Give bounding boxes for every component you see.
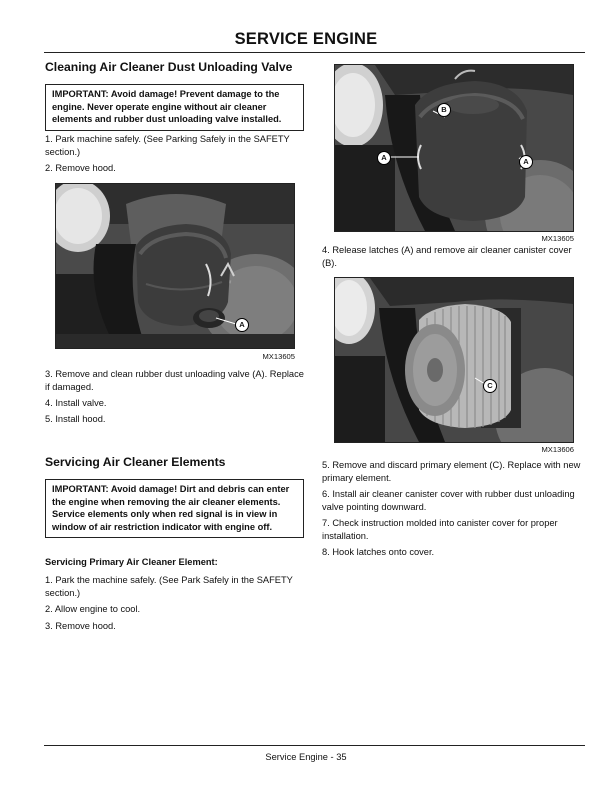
important-notice-2: IMPORTANT: Avoid damage! Dirt and debris can enter the engine when removing the air cleaner elements. Service elements only when red signal is in view in window of air restriction indicator with engine off. [45, 479, 304, 538]
photo-canister-cover [334, 64, 574, 232]
callout-C: C [483, 379, 497, 393]
step-3-remove-hood: 3. Remove hood. [45, 621, 116, 631]
subheading-primary-element: Servicing Primary Air Cleaner Element: [45, 557, 218, 567]
step-1-park-safely: 1. Park the machine safely. (See Park Safely in the SAFETY section.) [45, 575, 293, 598]
step-6-install-cover: 6. Install air cleaner canister cover with rubber dust unloading valve pointing downward. [322, 489, 575, 512]
figure-caption-right-2: MX13606 [541, 445, 574, 454]
callout-A: A [235, 318, 249, 332]
step-7-check-instruction: 7. Check instruction molded into canister cover for proper installation. [322, 518, 558, 541]
figure-caption-right-1: MX13605 [541, 234, 574, 243]
step-5-replace-element: 5. Remove and discard primary element (C). Replace with new primary element. [322, 460, 581, 483]
header-rule [44, 52, 585, 53]
step-8-hook-latches: 8. Hook latches onto cover. [322, 547, 435, 557]
callout-B: B [437, 103, 451, 117]
step-4-install-valve: 4. Install valve. [45, 398, 107, 408]
important-notice-1: IMPORTANT: Avoid damage! Prevent damage to the engine. Never operate engine without air cleaner elements and rubber dust unloading valve installed. [45, 84, 304, 131]
photo-primary-element [334, 277, 574, 443]
footer-rule [44, 745, 585, 746]
step-4-release-latches: 4. Release latches (A) and remove air cleaner canister cover (B). [322, 245, 572, 268]
step-2-remove-hood: 2. Remove hood. [45, 163, 116, 173]
callout-A-right: A [519, 155, 533, 169]
step-5-install-hood: 5. Install hood. [45, 414, 106, 424]
photo-dust-unloading-valve [55, 183, 295, 349]
page-footer: Service Engine - 35 [265, 752, 347, 762]
figure-caption-left: MX13605 [262, 352, 295, 361]
step-3-clean-valve: 3. Remove and clean rubber dust unloading valve (A). Replace if damaged. [45, 369, 304, 392]
step-2-cool-engine: 2. Allow engine to cool. [45, 604, 141, 614]
section-heading-dust-valve: Cleaning Air Cleaner Dust Unloading Valve [45, 60, 293, 74]
step-1-park: 1. Park machine safely. (See Parking Safely in the SAFETY section.) [45, 134, 290, 157]
callout-A-left: A [377, 151, 391, 165]
page-title: SERVICE ENGINE [234, 30, 378, 48]
section-heading-air-cleaner-elements: Servicing Air Cleaner Elements [45, 455, 226, 469]
